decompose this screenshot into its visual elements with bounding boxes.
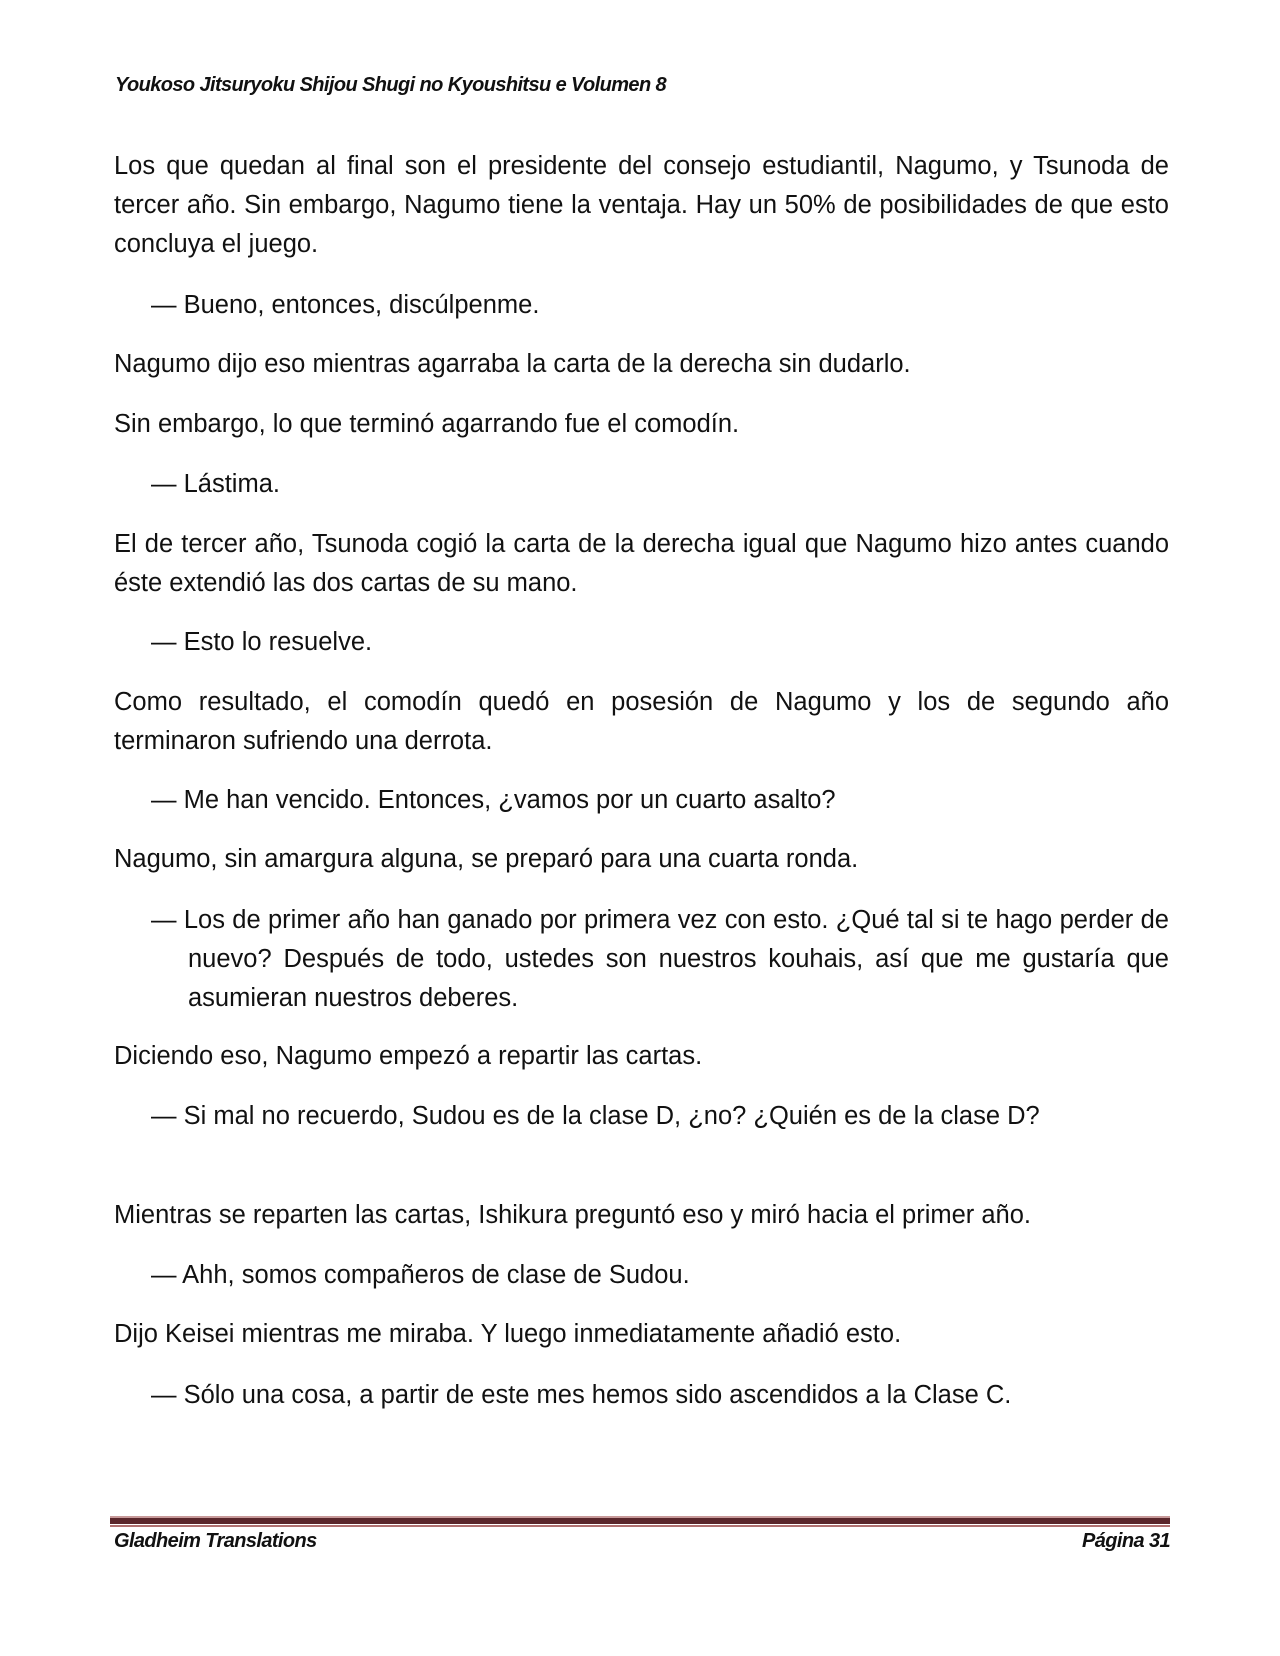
paragraph: Mientras se reparten las cartas, Ishikura preguntó eso y miró hacia el primer año.	[114, 1201, 1032, 1229]
dialogue-line: — Esto lo resuelve.	[151, 628, 373, 656]
paragraph: El de tercer año, Tsunoda cogió la carta de la derecha igual que Nagumo hizo antes cuando éste extendió las dos cartas de su mano.	[114, 530, 1169, 597]
dialogue-line: — Me han vencido. Entonces, ¿vamos por un cuarto asalto?	[151, 786, 836, 814]
dialogue-line: — Los de primer año han ganado por primera vez con esto. ¿Qué tal si te hago perder de nuevo? Después de todo, ustedes son nuestros kouhais, así que me gustaría que asumieran nuestros deberes.	[151, 906, 1169, 1012]
dialogue-line: — Bueno, entonces, discúlpenme.	[151, 291, 540, 319]
paragraph: Nagumo dijo eso mientras agarraba la carta de la derecha sin dudarlo.	[114, 350, 911, 378]
dialogue-line: — Ahh, somos compañeros de clase de Sudou.	[151, 1261, 690, 1289]
dialogue-line: — Sólo una cosa, a partir de este mes hemos sido ascendidos a la Clase C.	[151, 1381, 1012, 1409]
dialogue-line: — Lástima.	[151, 470, 280, 498]
page-number: Página 31	[1082, 1530, 1170, 1552]
footer-rule	[110, 1518, 1170, 1524]
dialogue-line: — Si mal no recuerdo, Sudou es de la clase D, ¿no? ¿Quién es de la clase D?	[151, 1102, 1040, 1130]
paragraph: Sin embargo, lo que terminó agarrando fue el comodín.	[114, 410, 740, 438]
paragraph: Como resultado, el comodín quedó en posesión de Nagumo y los de segundo año terminaron sufriendo una derrota.	[114, 688, 1169, 755]
footer-rule-bottom	[110, 1525, 1170, 1527]
paragraph: Los que quedan al final son el presidente del consejo estudiantil, Nagumo, y Tsunoda de tercer año. Sin embargo, Nagumo tiene la ventaja. Hay un 50% de posibilidades de que esto concluya el juego.	[114, 152, 1169, 258]
paragraph: Dijo Keisei mientras me miraba. Y luego inmediatamente añadió esto.	[114, 1320, 902, 1348]
footer-publisher: Gladheim Translations	[114, 1530, 317, 1552]
paragraph: Nagumo, sin amargura alguna, se preparó para una cuarta ronda.	[114, 845, 859, 873]
paragraph: Diciendo eso, Nagumo empezó a repartir las cartas.	[114, 1042, 703, 1070]
running-header: Youkoso Jitsuryoku Shijou Shugi no Kyoushitsu e Volumen 8	[115, 74, 667, 96]
